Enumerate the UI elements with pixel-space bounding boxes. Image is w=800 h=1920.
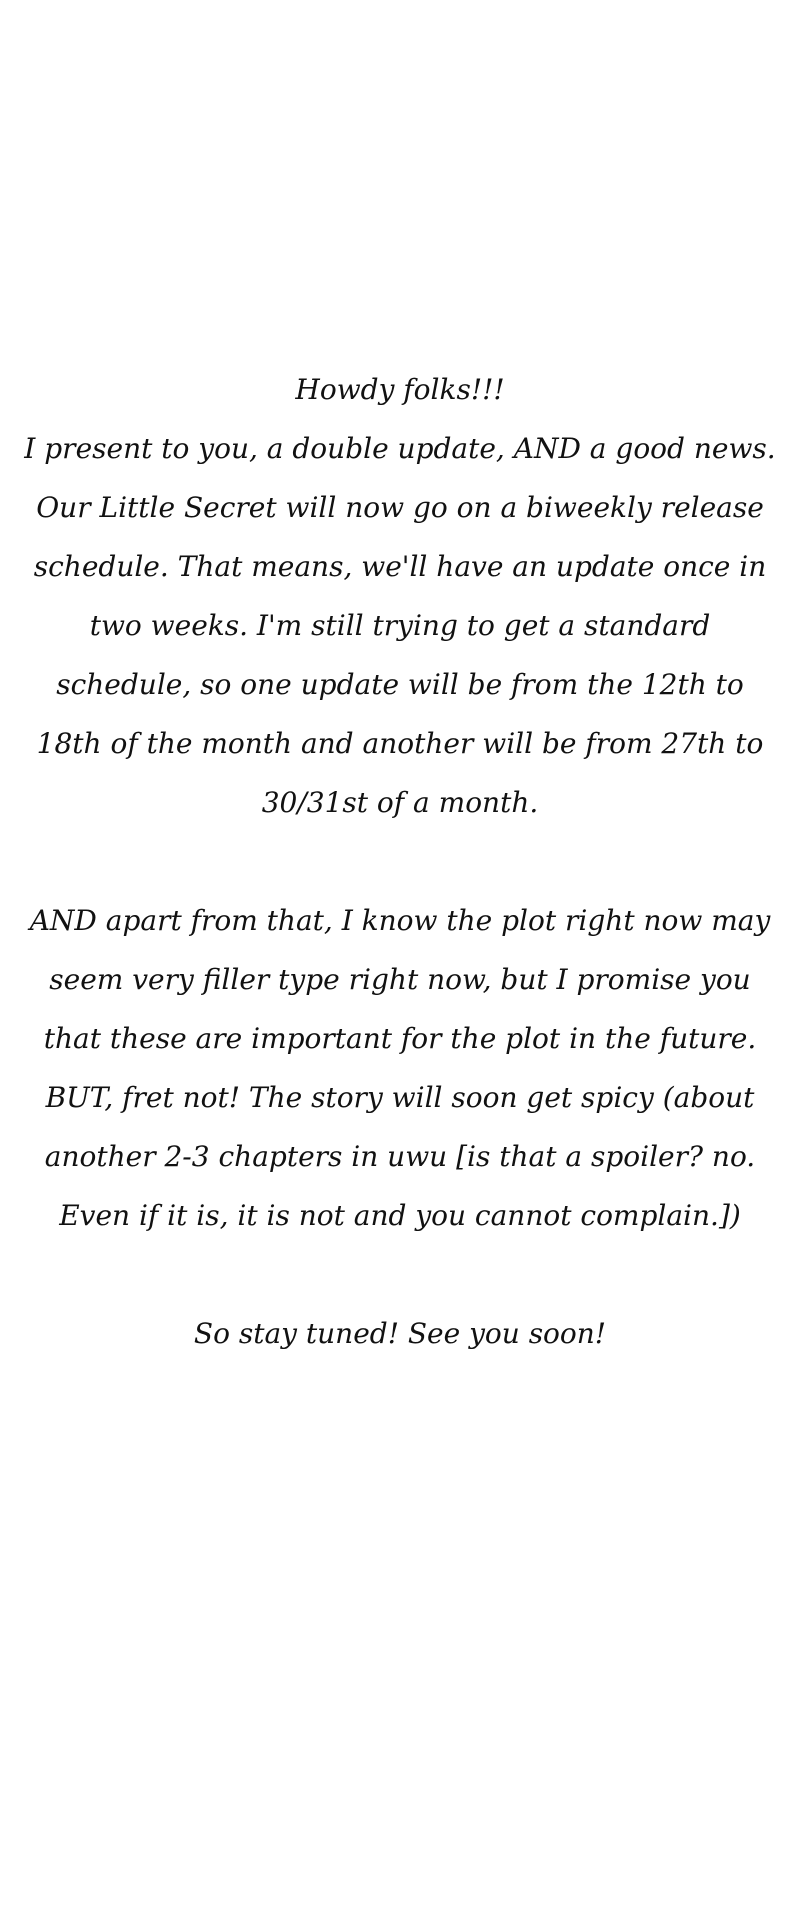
author-note — [20, 360, 780, 1363]
greeting-line: Howdy folks!!! — [295, 373, 505, 406]
paragraph-gap — [20, 1245, 780, 1304]
paragraph-gap — [20, 832, 780, 891]
announcement-paragraph: I present to you, a double update, AND a good news. Our Little Secret will now go on a biweekly release schedule. That means, we'll have an update once in two weeks. I'm still trying to get a standard schedule, so one update will be from the 12th to 18th of the month and another will be from 27th to 30/31st of a month. — [24, 432, 776, 819]
signoff-line: So stay tuned! See you soon! — [193, 1317, 607, 1350]
plot-paragraph: AND apart from that, I know the plot right now may seem very filler type right now, but I promise you that these are important for the plot in the future. BUT, fret not! The story will soon get spicy (about another 2-3 chapters in uwu [is that a spoiler? no. Even if it is, it is not and you cannot complain.]) — [29, 904, 771, 1232]
